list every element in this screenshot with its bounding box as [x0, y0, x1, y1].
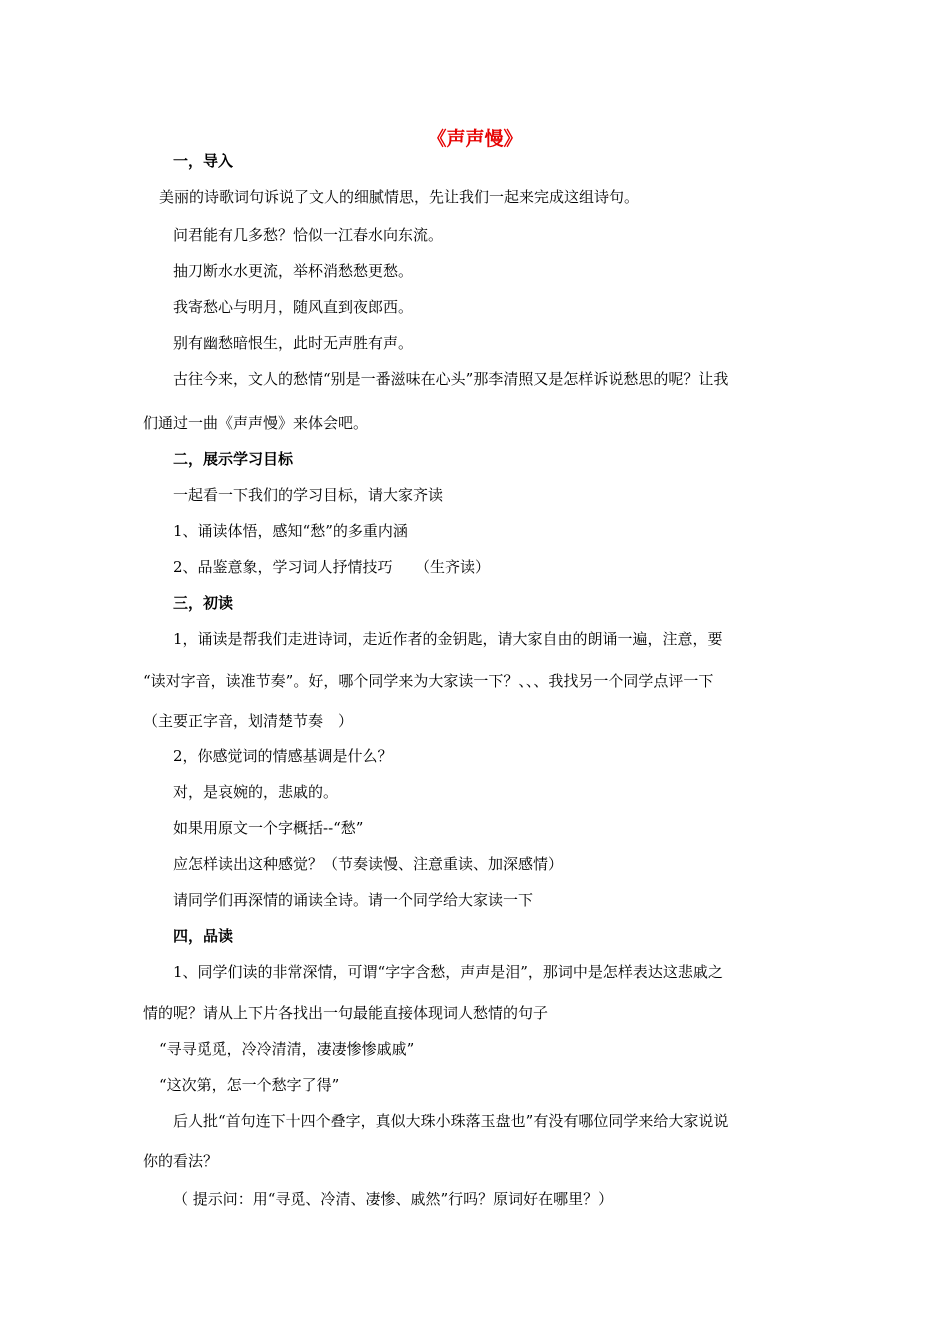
paragraph: 后人批“首句连下十四个叠字，真似大珠小珠落玉盘也”有没有哪位同学来给大家说说	[173, 1112, 729, 1130]
paragraph: 请同学们再深情的诵读全诗。请一个同学给大家读一下	[173, 891, 534, 909]
section-heading-intro: 一，导入	[173, 152, 234, 170]
paragraph: 们通过一曲《声声慢》来体会吧。	[143, 414, 369, 432]
section-heading-appreciation: 四，品读	[173, 927, 234, 945]
quote-line: “寻寻觅觅，冷冷清清，凄凄惨惨戚戚”	[159, 1040, 415, 1058]
paragraph: 一起看一下我们的学习目标，请大家齐读	[173, 486, 444, 504]
poem-line: 我寄愁心与明月，随风直到夜郎西。	[173, 298, 414, 316]
paragraph: “读对字音，读准节奏”。好，哪个同学来为大家读一下？、、、我找另一个同学点评一下	[143, 672, 714, 690]
paragraph: 你的看法？	[143, 1152, 219, 1170]
paragraph: 2，你感觉词的情感基调是什么？	[173, 747, 393, 765]
paragraph: 美丽的诗歌词句诉说了文人的细腻情思，先让我们一起来完成这组诗句。	[159, 188, 640, 206]
paragraph: 1，诵读是帮我们走进诗词，走近作者的金钥匙，请大家自由的朗诵一遍，注意，要	[173, 630, 723, 648]
goal-item: 1、诵读体悟，感知“愁”的多重内涵	[173, 522, 408, 540]
poem-line: 问君能有几多愁？恰似一江春水向东流。	[173, 226, 444, 244]
document-title: 《声声慢》	[427, 128, 523, 150]
paragraph: 应怎样读出这种感觉？（节奏读慢、注意重读、加深感情）	[173, 855, 564, 873]
hint-line: （ 提示问：用“寻觅、冷清、凄惨、戚然”行吗？原词好在哪里？）	[173, 1190, 614, 1208]
section-heading-first-reading: 三，初读	[173, 594, 234, 612]
goal-item: 2、品鉴意象，学习词人抒情技巧 （生齐读）	[173, 558, 491, 576]
poem-line: 抽刀断水水更流，举杯消愁愁更愁。	[173, 262, 414, 280]
poem-line: 别有幽愁暗恨生，此时无声胜有声。	[173, 334, 414, 352]
paragraph: 1、同学们读的非常深情，可谓“字字含愁，声声是泪”，那词中是怎样表达这悲戚之	[173, 963, 723, 981]
paragraph: 古往今来，文人的愁情“别是一番滋味在心头”那李清照又是怎样诉说愁思的呢？让我	[173, 370, 729, 388]
section-heading-goals: 二，展示学习目标	[173, 450, 294, 468]
paragraph: 对，是哀婉的，悲戚的。	[173, 783, 339, 801]
paragraph: 情的呢？请从上下片各找出一句最能直接体现词人愁情的句子	[143, 1004, 549, 1022]
paragraph: 如果用原文一个字概括--“愁”	[173, 819, 364, 837]
paragraph: （主要正字音，划清楚节奏 ）	[143, 712, 354, 730]
quote-line: “这次第，怎一个愁字了得”	[159, 1076, 340, 1094]
